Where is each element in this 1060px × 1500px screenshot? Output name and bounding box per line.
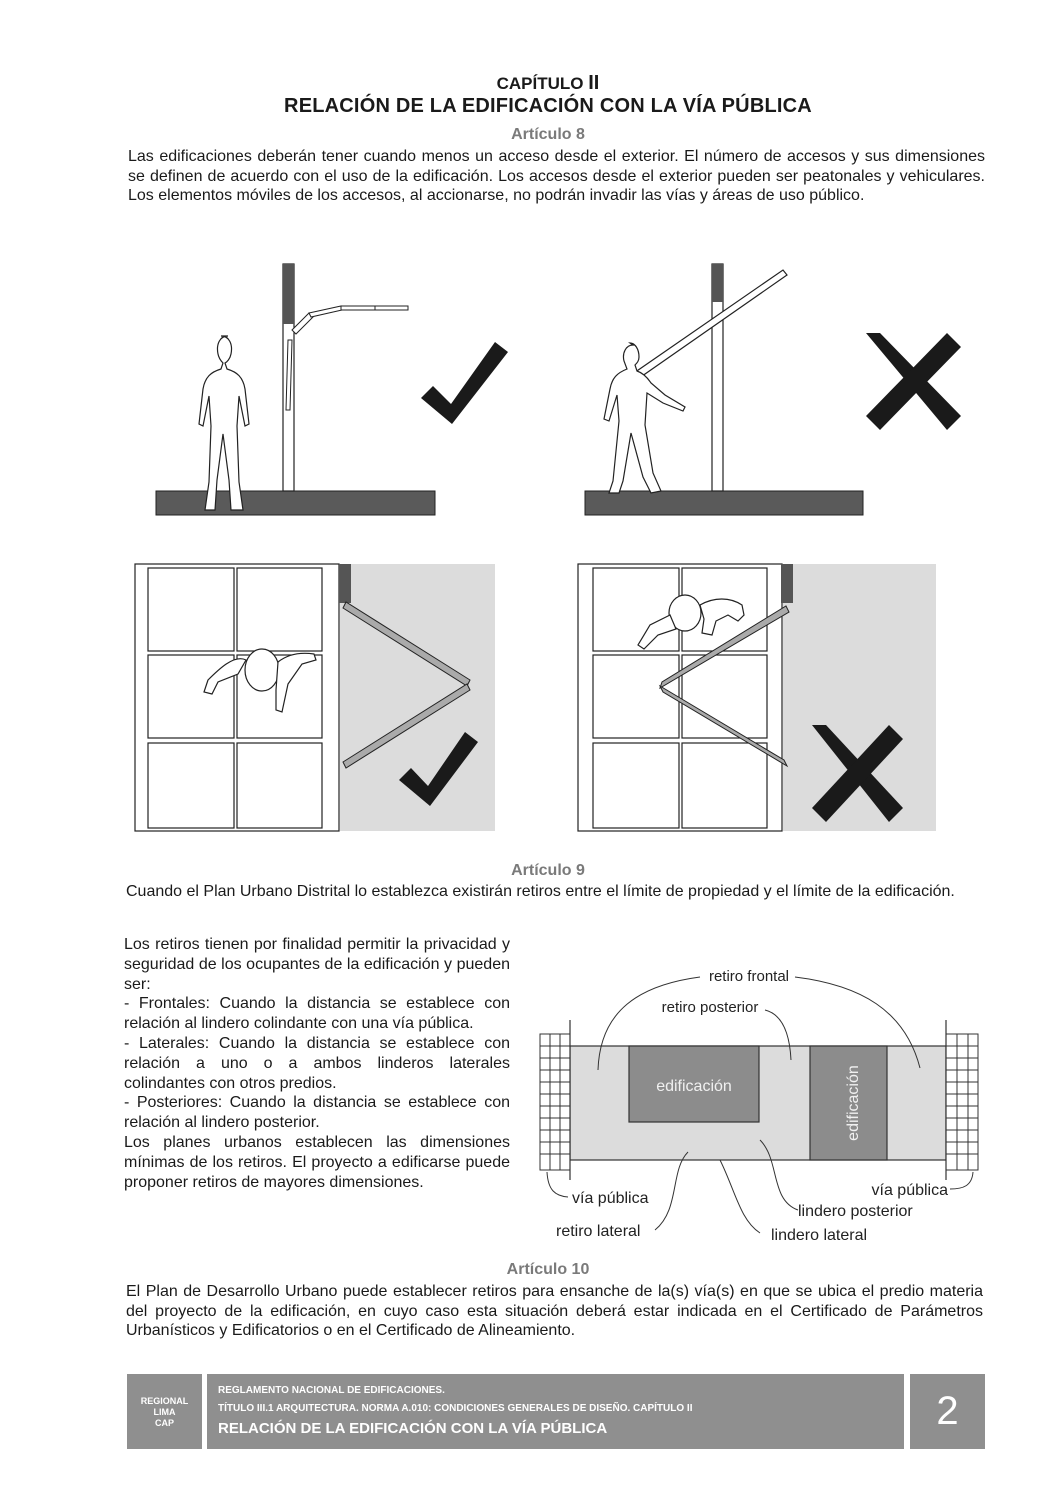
label-via-publica-left: vía pública <box>572 1190 649 1207</box>
chapter-title: RELACIÓN DE LA EDIFICACIÓN CON LA VÍA PÚBLICA <box>284 95 812 117</box>
elevation-correct <box>156 264 508 515</box>
article-10-heading: Artículo 10 <box>506 1261 590 1278</box>
footer-org-line3: CAP <box>154 1418 174 1428</box>
article-9-heading: Artículo 9 <box>511 862 585 879</box>
chapter-label <box>0 72 1060 95</box>
elevation-incorrect <box>585 264 961 515</box>
access-diagrams <box>0 250 1060 840</box>
retiros-diagram <box>530 960 990 1250</box>
page-number: 2 <box>910 1374 985 1449</box>
plan-incorrect <box>578 564 936 831</box>
footer-line1: REGLAMENTO NACIONAL DE EDIFICACIONES. <box>218 1385 445 1396</box>
footer-org <box>127 1374 202 1449</box>
label-retiro-posterior: retiro posterior <box>661 999 759 1016</box>
footer-line3: RELACIÓN DE LA EDIFICACIÓN CON LA VÍA PÚBLICA <box>218 1420 608 1437</box>
chapter-number: II <box>588 72 600 94</box>
retiros-posteriores: - Posteriores: Cuando la distancia se establece con relación al lindero posterior. <box>124 1094 510 1132</box>
label-lindero-posterior: lindero posterior <box>798 1203 913 1220</box>
retiros-frontales: - Frontales: Cuando la distancia se establece con relación al lindero colindante con una vía pública. <box>124 995 510 1033</box>
label-retiro-lateral: retiro lateral <box>556 1223 641 1240</box>
chapter-label-text: CAPÍTULO <box>496 74 584 93</box>
footer-line2: TÍTULO III.1 ARQUITECTURA. NORMA A.010: CONDICIONES GENERALES DE DISEÑO. CAPÍTULO II <box>218 1403 693 1414</box>
label-retiro-frontal: retiro frontal <box>708 968 790 985</box>
plan-correct <box>135 564 495 831</box>
article-8-heading: Artículo 8 <box>511 126 585 143</box>
footer-org-line2: LIMA <box>153 1407 176 1417</box>
building-label-1: edificación <box>656 1078 732 1095</box>
label-lindero-lateral: lindero lateral <box>771 1227 868 1244</box>
cross-icon <box>866 333 961 430</box>
retiros-intro: Los retiros tienen por finalidad permitir la privacidad y seguridad de los ocupantes de la edificación y pueden ser: <box>124 936 510 993</box>
article-10-text: El Plan de Desarrollo Urbano puede establecer retiros para ensanche de la(s) vía(s) en que se ubica el predio materia del proyecto de la edificación, en cuyo caso esta situación deberá estar indicada en el Certificado de Parámetros Urbanísticos y Edificatorios o en el Certificado de Alineamiento. <box>126 1283 983 1339</box>
retiros-laterales: - Laterales: Cuando la distancia se establece con relación a uno o a ambos linderos laterales colindantes con otros predios. <box>124 1034 510 1092</box>
building-label-2: edificación <box>845 1065 862 1141</box>
footer-title-block <box>207 1374 904 1449</box>
retiros-planes: Los planes urbanos establecen las dimensiones mínimas de los retiros. El proyecto a edificarse puede proponer retiros de mayores dimensiones. <box>124 1133 510 1191</box>
footer-org-line1: REGIONAL <box>140 1396 189 1406</box>
check-icon <box>421 342 508 424</box>
article-8-text: Las edificaciones deberán tener cuando menos un acceso desde el exterior. El número de accesos y sus dimensiones se definen de acuerdo con el uso de la edificación. Los accesos desde el exterior pueden ser peatonales y vehiculares. Los elementos móviles de los accesos, al accionarse, no podrán invadir las vías y áreas de uso público. <box>128 148 985 204</box>
article-9-text: Cuando el Plan Urbano Distrital lo establezca existirán retiros entre el límite de propiedad y el límite de la edificación. <box>126 883 955 900</box>
label-via-publica-right: vía pública <box>871 1182 948 1199</box>
article-9-retiros-text <box>124 935 510 1192</box>
